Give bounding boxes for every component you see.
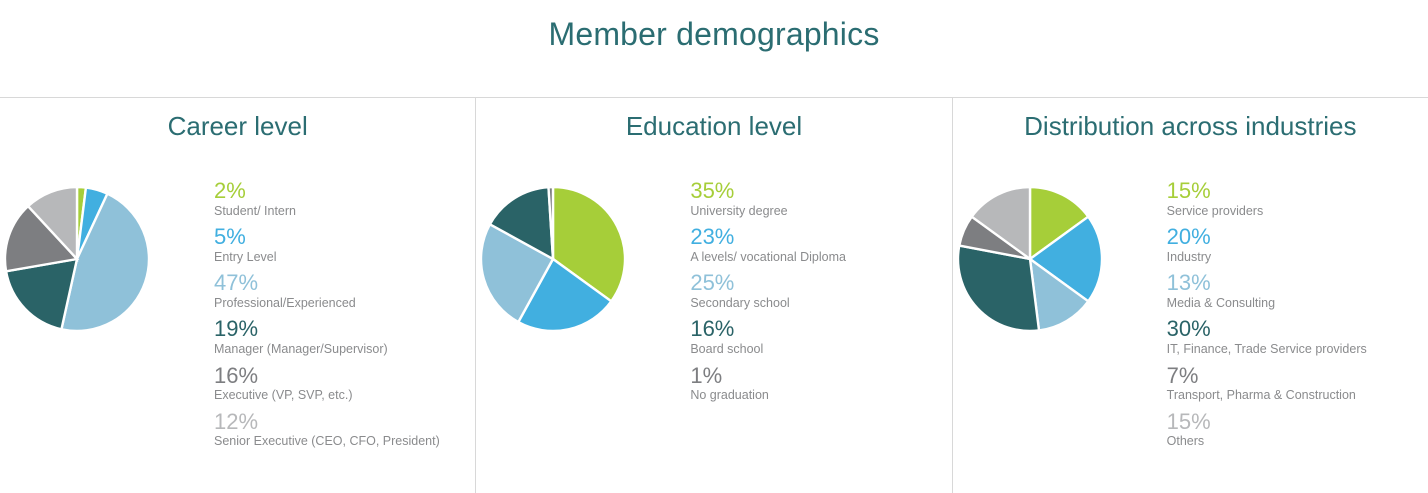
legend-education-level xyxy=(690,178,846,409)
pie-chart-career-level xyxy=(2,184,152,334)
panel-education-level xyxy=(475,98,951,493)
page-header xyxy=(0,0,1428,97)
legend-label: Transport, Pharma & Construction xyxy=(1166,388,1356,403)
legend-percent: 16% xyxy=(690,316,735,342)
legend-percent: 15% xyxy=(1166,408,1211,434)
legend-item xyxy=(1167,270,1367,311)
legend-item xyxy=(690,363,846,404)
legend-item xyxy=(690,224,846,265)
panel-title-career-level: Career level xyxy=(167,111,308,141)
legend-item xyxy=(690,316,846,357)
pie-chart-industries xyxy=(955,184,1105,334)
legend-label: Senior Executive (CEO, CFO, President) xyxy=(214,434,440,449)
legend-label: Executive (VP, SVP, etc.) xyxy=(214,388,353,403)
legend-percent: 47% xyxy=(214,270,259,296)
legend-item xyxy=(214,224,440,265)
charts-row xyxy=(0,97,1428,493)
legend-label: University degree xyxy=(690,203,788,218)
legend-percent: 1% xyxy=(690,362,723,388)
legend-percent: 2% xyxy=(214,178,246,203)
legend-label: Service providers xyxy=(1166,203,1264,218)
legend-percent: 25% xyxy=(690,270,735,296)
legend-percent: 16% xyxy=(214,362,259,388)
legend-item xyxy=(690,270,846,311)
legend-label: Manager (Manager/Supervisor) xyxy=(214,341,388,356)
legend-label: Media & Consulting xyxy=(1166,295,1276,310)
legend-percent: 5% xyxy=(214,224,246,250)
pie-chart-education-level xyxy=(478,184,628,334)
legend-item xyxy=(1167,178,1367,219)
legend-industries xyxy=(1167,178,1367,455)
legend-percent: 23% xyxy=(690,224,735,250)
legend-percent: 12% xyxy=(214,408,259,434)
legend-item xyxy=(1167,409,1367,450)
legend-label: Entry Level xyxy=(214,249,277,264)
legend-item xyxy=(214,409,440,450)
legend-label: Professional/Experienced xyxy=(214,295,356,310)
legend-percent: 20% xyxy=(1166,224,1211,250)
panel-body xyxy=(0,178,475,455)
legend-percent: 15% xyxy=(1166,178,1211,203)
panel-career-level xyxy=(0,98,475,493)
legend-percent: 7% xyxy=(1166,362,1199,388)
panel-body xyxy=(953,178,1428,455)
legend-label: A levels/ vocational Diploma xyxy=(690,249,846,264)
legend-item xyxy=(214,270,440,311)
legend-item xyxy=(1167,224,1367,265)
legend-percent: 13% xyxy=(1166,270,1211,296)
legend-label: Others xyxy=(1166,434,1205,449)
panel-industries xyxy=(952,98,1428,493)
panel-title-education-level: Education level xyxy=(625,111,803,141)
legend-item xyxy=(214,178,440,219)
legend-label: Secondary school xyxy=(690,295,790,310)
legend-label: IT, Finance, Trade Service providers xyxy=(1166,341,1367,356)
panel-title-industries: Distribution across industries xyxy=(1024,111,1357,141)
legend-item xyxy=(214,316,440,357)
legend-label: Student/ Intern xyxy=(214,203,297,218)
legend-item xyxy=(1167,363,1367,404)
legend-item xyxy=(690,178,846,219)
page-title: Member demographics xyxy=(548,16,880,52)
panel-body xyxy=(476,178,951,409)
legend-career-level xyxy=(214,178,440,455)
legend-label: No graduation xyxy=(690,388,769,403)
legend-percent: 19% xyxy=(214,316,259,342)
legend-label: Industry xyxy=(1166,249,1212,264)
legend-item xyxy=(214,363,440,404)
legend-item xyxy=(1167,316,1367,357)
legend-percent: 35% xyxy=(690,178,735,203)
legend-label: Board school xyxy=(690,341,764,356)
legend-percent: 30% xyxy=(1166,316,1211,342)
